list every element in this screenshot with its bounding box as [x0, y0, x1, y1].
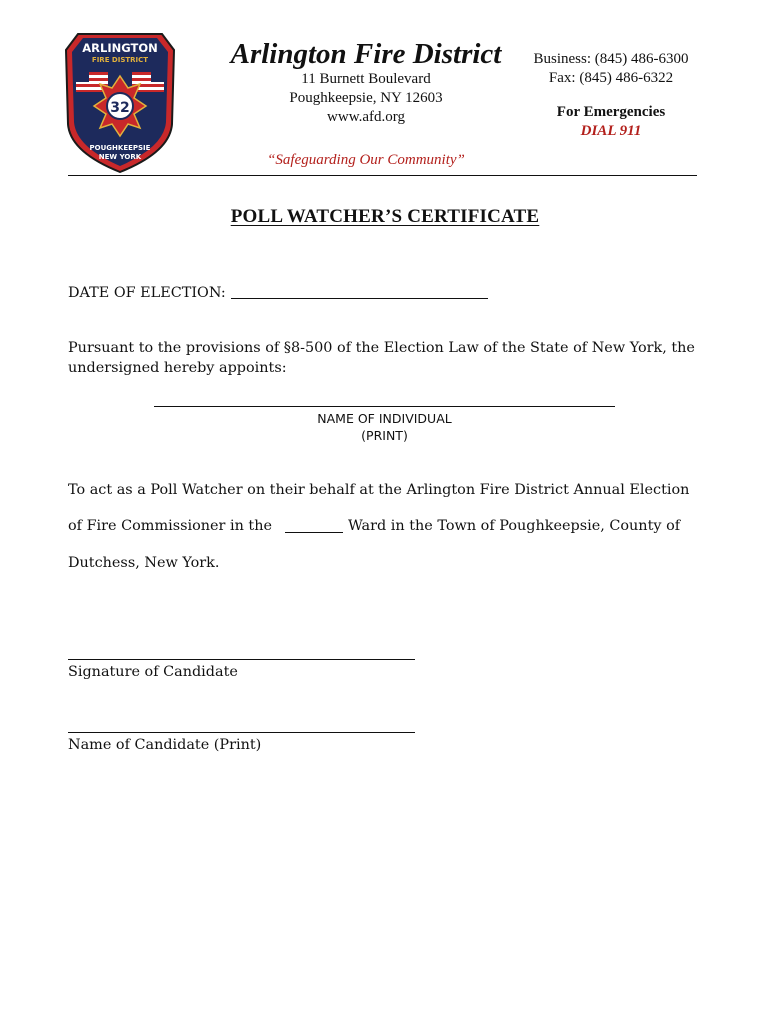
business-phone: Business: (845) 486-6300: [533, 51, 689, 67]
date-of-election-label: DATE OF ELECTION:: [68, 285, 226, 301]
address-city-state-zip: Poughkeepsie, NY 12603: [289, 90, 443, 106]
emergency-info: [522, 103, 700, 141]
emergency-label: For Emergencies: [556, 104, 666, 120]
individual-name-caption: [154, 410, 615, 444]
organization-address: [196, 70, 536, 127]
certificate-title: POLL WATCHER’S CERTIFICATE: [230, 206, 540, 227]
body-line-1: To act as a Poll Watcher on their behalf at the Arlington Fire District Annual Election: [68, 482, 690, 498]
individual-name-caption-line2: (PRINT): [361, 428, 408, 443]
intro-line-2: undersigned hereby appoints:: [68, 360, 287, 376]
badge-sub-text: FIRE DISTRICT: [91, 56, 149, 64]
fax-number: Fax: (845) 486-6322: [548, 70, 674, 86]
signature-field[interactable]: [68, 659, 415, 660]
body-line-3: Dutchess, New York.: [68, 555, 220, 571]
badge-bottom-line2: NEW YORK: [98, 153, 142, 161]
body-line-2-start: of Fire Commissioner in the: [68, 518, 272, 534]
badge-top-text: ARLINGTON: [82, 41, 158, 55]
date-of-election-field[interactable]: [231, 298, 488, 299]
ward-number-field[interactable]: [285, 532, 343, 533]
contact-phones: [522, 50, 700, 88]
fire-district-badge-logo: [62, 28, 178, 176]
candidate-name-label: Name of Candidate (Print): [68, 737, 262, 753]
website-link[interactable]: www.afd.org: [327, 109, 405, 125]
individual-name-caption-line1: NAME OF INDIVIDUAL: [317, 411, 452, 426]
intro-line-1: Pursuant to the provisions of §8-500 of the Election Law of the State of New York, the: [68, 340, 695, 356]
body-line-2-end: Ward in the Town of Poughkeepsie, County of: [348, 518, 681, 534]
individual-name-field[interactable]: [154, 406, 615, 407]
emergency-number: DIAL 911: [580, 123, 642, 139]
signature-label: Signature of Candidate: [68, 664, 238, 680]
address-street: 11 Burnett Boulevard: [301, 71, 431, 87]
candidate-name-field[interactable]: [68, 732, 415, 733]
header-divider: [68, 175, 697, 176]
badge-bottom-line1: POUGHKEEPSIE: [89, 144, 151, 152]
badge-number: 32: [110, 100, 130, 116]
motto: “Safeguarding Our Community”: [267, 152, 465, 168]
organization-name: Arlington Fire District: [230, 38, 502, 70]
